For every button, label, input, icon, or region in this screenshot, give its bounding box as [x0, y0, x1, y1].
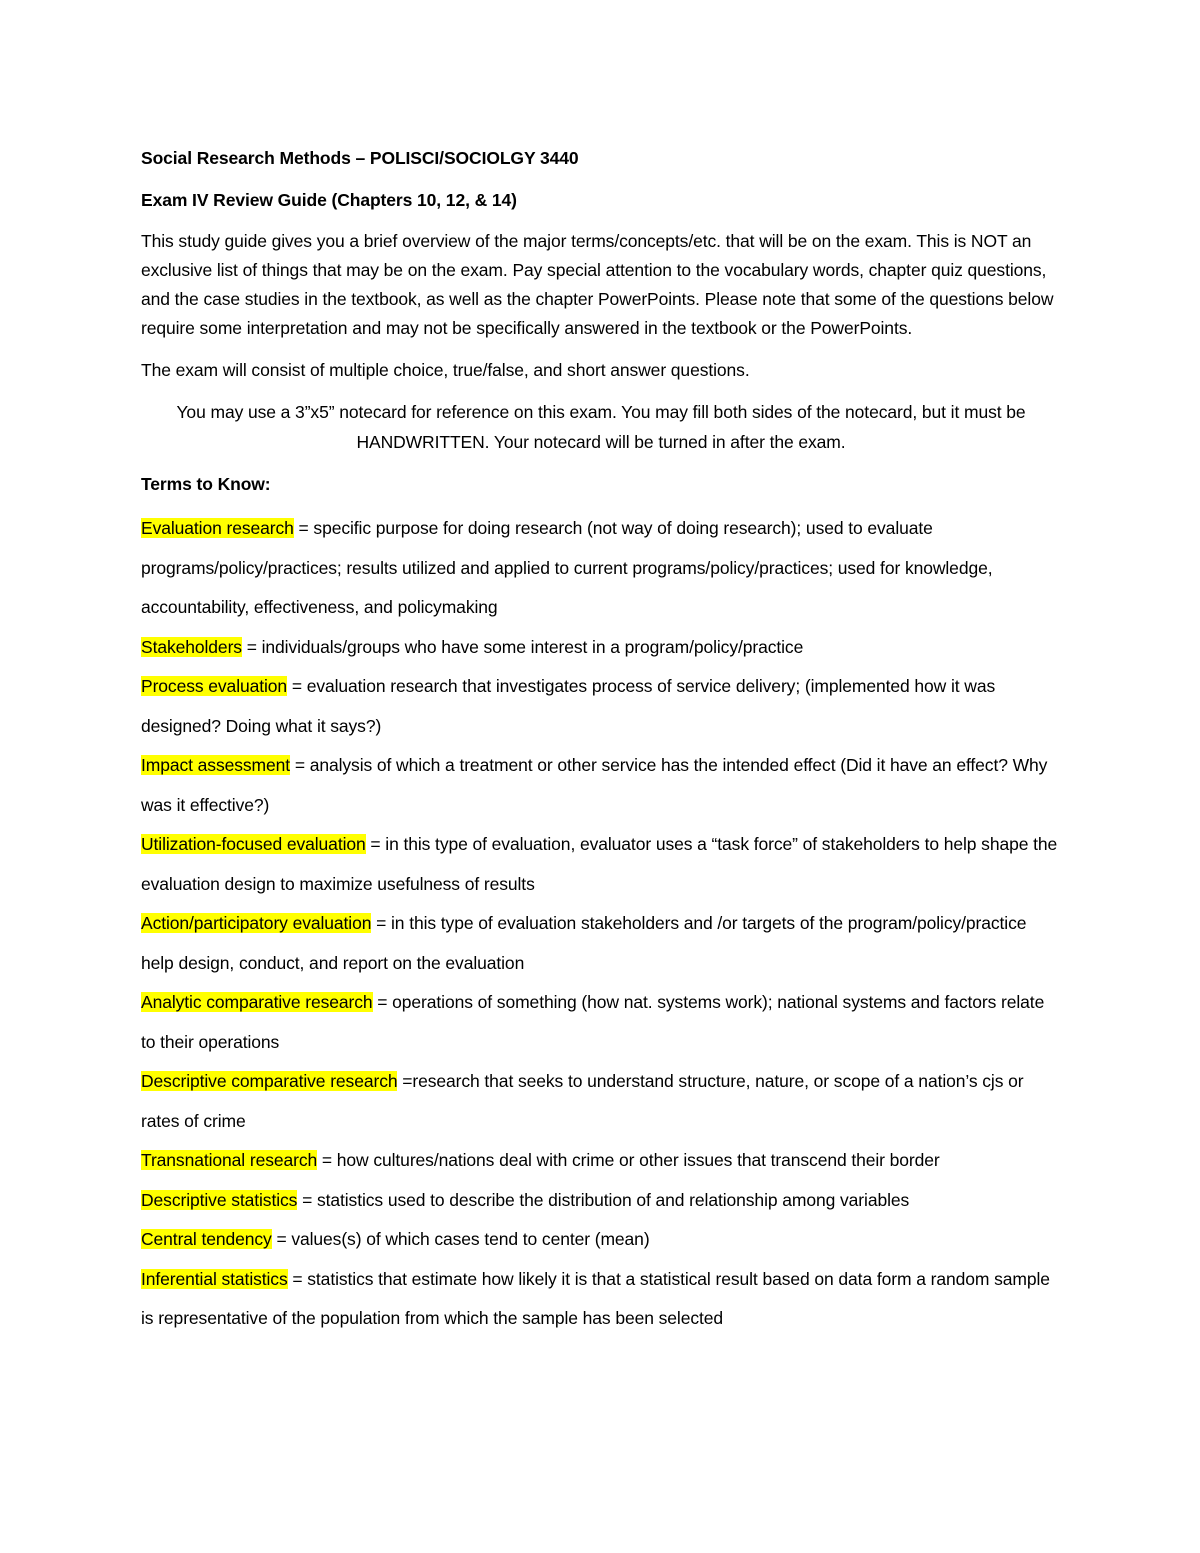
- term-definition: =research that seeks to understand structure, nature, or scope of a nation’s cjs or rates of crime: [141, 1071, 1024, 1131]
- term-entry: [141, 825, 1061, 904]
- term-entry: [141, 628, 1061, 668]
- term-entry: [141, 746, 1061, 825]
- term-entry: [141, 1181, 1061, 1221]
- term-entry: [141, 904, 1061, 983]
- term-name: Descriptive comparative research: [141, 1071, 398, 1091]
- term-definition: = in this type of evaluation, evaluator uses a “task force” of stakeholders to help shape the evaluation design to maximize usefulness of results: [141, 834, 1058, 894]
- term-entry: [141, 1062, 1061, 1141]
- term-definition: = how cultures/nations deal with crime or other issues that transcend their border: [317, 1150, 940, 1170]
- document-body: [141, 143, 1061, 1339]
- term-definition: = statistics used to describe the distribution of and relationship among variables: [297, 1189, 910, 1210]
- term-name: Process evaluation: [141, 676, 288, 696]
- term-name: Analytic comparative research: [141, 992, 373, 1012]
- term-entry: [141, 509, 1061, 628]
- term-entry: [141, 1220, 1061, 1260]
- term-definition: = specific purpose for doing research (not way of doing research); used to evaluate programs/policy/practices; results utilized and applied to current programs/policy/practices; used for knowledge, accountability, effectiveness, and policymaking: [141, 518, 993, 617]
- term-name: Impact assessment: [141, 755, 291, 775]
- term-entry: [141, 1260, 1061, 1339]
- term-definition: = statistics that estimate how likely it is that a statistical result based on data form a random sample is representative of the population from which the sample has been selected: [141, 1268, 1050, 1328]
- term-name: Descriptive statistics: [141, 1189, 298, 1210]
- term-definition: = individuals/groups who have some interest in a program/policy/practice: [241, 636, 804, 657]
- term-entry: [141, 1141, 1061, 1181]
- term-definition: = in this type of evaluation stakeholders and /or targets of the program/policy/practice help design, conduct, and report on the evaluation: [141, 913, 1027, 973]
- term-definition: = operations of something (how nat. systems work); national systems and factors relate to their operations: [141, 992, 1045, 1052]
- term-name: Transnational research: [141, 1150, 318, 1170]
- exam-format-paragraph: The exam will consist of multiple choice, true/false, and short answer questions.: [141, 360, 750, 380]
- terms-heading: Terms to Know:: [141, 474, 271, 494]
- notecard-paragraph: You may use a 3”x5” notecard for reference on this exam. You may fill both sides of the notecard, but it must be HANDWRITTEN. Your notecard will be turned in after the exam.: [176, 402, 1026, 452]
- term-name: Evaluation research: [141, 518, 294, 538]
- document-title: Social Research Methods – POLISCI/SOCIOLGY 3440: [141, 148, 579, 168]
- term-definition: = analysis of which a treatment or other service has the intended effect (Did it have an effect? Why was it effective?): [141, 755, 1048, 815]
- term-name: Stakeholders: [141, 636, 242, 657]
- intro-paragraph: This study guide gives you a brief overview of the major terms/concepts/etc. that will be on the exam. This is NOT an exclusive list of things that may be on the exam. Pay special attention to the vocabulary words, chapter quiz questions, and the case studies in the textbook, as well as the chapter PowerPoints. Please note that some of the questions below require some interpretation and may not be specifically answered in the textbook or the PowerPoints.: [141, 231, 1054, 338]
- document-subtitle: Exam IV Review Guide (Chapters 10, 12, & 14): [141, 190, 517, 210]
- term-name: Utilization-focused evaluation: [141, 834, 366, 854]
- term-entry: [141, 983, 1061, 1062]
- term-definition: = evaluation research that investigates process of service delivery; (implemented how it was designed? Doing what it says?): [141, 676, 996, 736]
- term-definition: = values(s) of which cases tend to center (mean): [271, 1229, 650, 1249]
- term-entry: [141, 667, 1061, 746]
- term-name: Central tendency: [141, 1229, 272, 1249]
- term-name: Action/participatory evaluation: [141, 913, 372, 933]
- term-name: Inferential statistics: [141, 1268, 288, 1289]
